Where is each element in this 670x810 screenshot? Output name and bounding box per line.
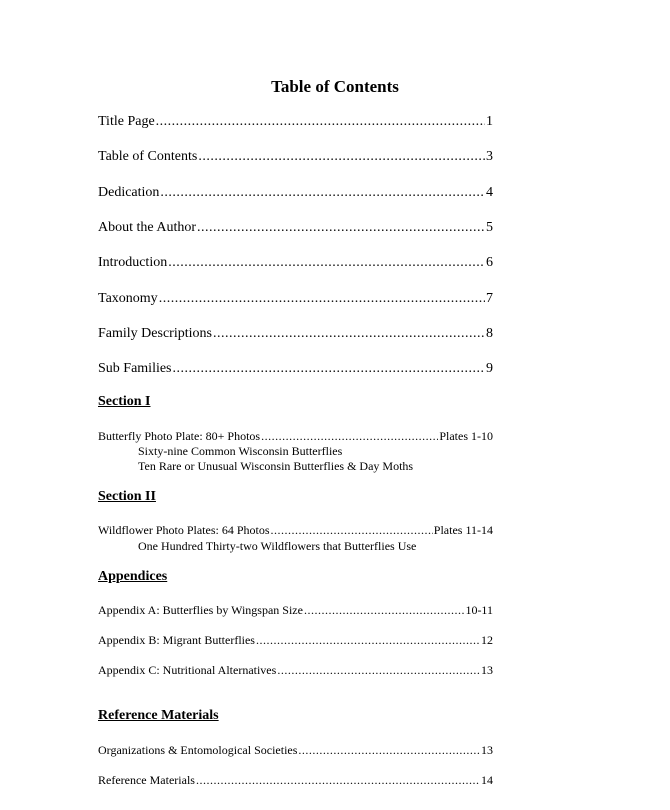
dot-leader [168,255,485,271]
toc-entry-label: Family Descriptions [98,326,212,341]
dot-leader [256,633,480,648]
toc-entry-page: 3 [486,149,493,164]
toc-entry [98,523,493,538]
toc-entry-label: Appendix B: Migrant Butterflies [98,633,255,647]
dot-leader [160,185,485,201]
dot-leader [261,429,438,444]
toc-entry-page: 7 [486,291,493,306]
toc-entry-page: 5 [486,220,493,235]
toc-entry-page: Plates 11-14 [433,523,493,537]
page-title: Table of Contents [271,77,399,96]
toc-entry [98,603,493,618]
toc-entry-page: 1 [486,114,493,129]
toc-entry [98,255,493,271]
dot-leader [304,603,465,618]
toc-subentry: Ten Rare or Unusual Wisconsin Butterflies & Day Moths [138,459,414,473]
toc-entry [98,633,493,648]
toc-entry-label: Organizations & Entomological Societies [98,743,298,757]
toc-entry-label: Wildflower Photo Plates: 64 Photos [98,523,270,537]
dot-leader [196,773,480,788]
section-heading: Section II [98,489,156,504]
toc-entry [98,326,493,342]
toc-entry-label: About the Author [98,220,196,235]
toc-entry-label: Introduction [98,255,168,270]
toc-entry [98,185,493,201]
toc-entry-page: 13 [481,743,493,757]
toc-entry-label: Appendix C: Nutritional Alternatives [98,663,277,677]
toc-entry-page: 9 [486,361,493,376]
section-heading: Appendices [98,569,168,584]
toc-entry-label: Reference Materials [98,773,195,787]
toc-subentry: Sixty-nine Common Wisconsin Butterflies [138,444,343,458]
toc-entry-label: Table of Contents [98,149,198,164]
dot-leader [277,663,480,678]
toc-entry [98,149,493,165]
section-heading: Section I [98,394,151,409]
dot-leader [156,114,485,130]
section-heading: Reference Materials [98,708,219,723]
toc-entry [98,220,493,236]
toc-entry-label: Title Page [98,114,155,129]
toc-entry [98,429,493,444]
toc-entry-page: 8 [486,326,493,341]
dot-leader [198,149,485,165]
toc-entry [98,663,493,678]
toc-entry-label: Taxonomy [98,291,158,306]
toc-entry [98,361,493,377]
toc-entry-label: Appendix A: Butterflies by Wingspan Size [98,603,303,617]
dot-leader [159,291,485,307]
toc-entry-page: 6 [486,255,493,270]
dot-leader [197,220,485,236]
toc-entry-page: 14 [481,773,493,787]
toc-entry-page: 12 [481,633,493,647]
toc-entry [98,773,493,788]
dot-leader [173,361,485,377]
toc-entry [98,114,493,130]
toc-subentry: One Hundred Thirty-two Wildflowers that Butterflies Use [138,539,417,553]
dot-leader [298,743,480,758]
toc-entry-page: 10-11 [465,603,493,617]
dot-leader [271,523,433,538]
toc-entry-page: 13 [481,663,493,677]
dot-leader [213,326,485,342]
toc-entry-page: Plates 1-10 [439,429,493,443]
toc-entry-label: Dedication [98,185,160,200]
toc-entry-label: Butterfly Photo Plate: 80+ Photos [98,429,261,443]
toc-entry-label: Sub Families [98,361,172,376]
toc-entry [98,291,493,307]
toc-entry-page: 4 [486,185,493,200]
toc-entry [98,743,493,758]
